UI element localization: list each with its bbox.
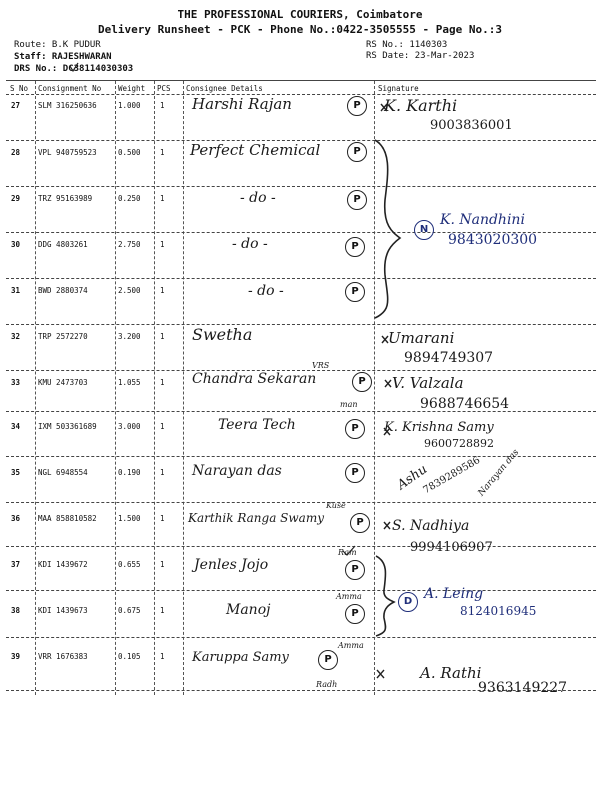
col-header-consignee: Consignee Details	[186, 84, 263, 93]
col-header-sno: S No	[10, 84, 29, 93]
row-sno: 34	[11, 422, 21, 431]
row-sno: 29	[11, 194, 21, 203]
handwritten-note: Kuse	[326, 501, 346, 510]
row-sno: 31	[11, 286, 21, 295]
staff-label: Staff: RAJESHWARAN	[14, 52, 112, 62]
row-consignee: Manoj	[226, 602, 271, 618]
row-phone: 7839289586	[421, 454, 483, 497]
row-consignment: KDI 1439673	[38, 606, 88, 615]
row-pcs: 1	[160, 332, 165, 341]
col-header-consignment: Consignment No	[38, 84, 102, 93]
row-consignment: VRR 1676383	[38, 652, 88, 661]
delivered-stamp: P	[345, 604, 365, 624]
row-weight: 3.200	[118, 332, 141, 341]
route-label: Route: B.K PUDUR	[14, 40, 101, 50]
row-signature: K. Krishna Samy	[384, 420, 494, 435]
row-signature: K. Nandhini	[440, 212, 525, 228]
row-consignee: - do -	[240, 190, 276, 206]
row-consignee: Jenles Jojo	[194, 557, 269, 573]
delivered-stamp: P	[345, 237, 365, 257]
row-phone: 9843020300	[448, 232, 538, 248]
handwritten-note: Narayan das	[476, 447, 522, 499]
row-consignee: Chandra Sekaran	[192, 371, 317, 387]
delivered-stamp: P	[345, 282, 365, 302]
row-consignment: IXM 503361689	[38, 422, 97, 431]
receiver-stamp: D	[398, 592, 418, 612]
rs-date: RS Date: 23-Mar-2023	[366, 51, 475, 61]
row-consignee: Karuppa Samy	[192, 650, 289, 665]
col-header-signature: Signature	[378, 84, 419, 93]
row-consignee: Teera Tech	[218, 417, 296, 433]
row-weight: 1.500	[118, 514, 141, 523]
row-weight: 0.190	[118, 468, 141, 477]
receiver-stamp: N	[414, 220, 434, 240]
row-weight: 2.500	[118, 286, 141, 295]
row-sno: 37	[11, 560, 21, 569]
rs-number: RS No.: 1140303	[366, 40, 448, 50]
row-pcs: 1	[160, 240, 165, 249]
delivered-stamp: P	[347, 190, 367, 210]
delivered-stamp: P	[345, 463, 365, 483]
row-pcs: 1	[160, 378, 165, 387]
row-phone: 9003836001	[430, 118, 513, 133]
row-pcs: 1	[160, 194, 165, 203]
drs-number: DRS No.: DC38114030303	[14, 64, 134, 74]
row-consignee: - do -	[232, 236, 268, 252]
row-consignment: KDI 1439672	[38, 560, 88, 569]
row-signature: S. Nadhiya	[392, 518, 470, 534]
row-weight: 1.000	[118, 101, 141, 110]
handwritten-note: Amma	[336, 592, 362, 601]
row-pcs: 1	[160, 468, 165, 477]
row-weight: 0.655	[118, 560, 141, 569]
row-pcs: 1	[160, 101, 165, 110]
delivered-stamp: P	[347, 96, 367, 116]
delivered-stamp: P	[352, 372, 372, 392]
row-signature: Ashu	[394, 461, 431, 494]
row-sno: 32	[11, 332, 21, 341]
row-consignee: Harshi Rajan	[192, 95, 292, 113]
row-sno: 28	[11, 148, 21, 157]
delivered-stamp: P	[318, 650, 338, 670]
row-weight: 3.000	[118, 422, 141, 431]
row-consignee: - do -	[248, 283, 284, 299]
delivered-stamp: P	[350, 513, 370, 533]
delivered-stamp: P	[345, 560, 365, 580]
row-signature: Umarani	[388, 329, 455, 347]
document-subtitle: Delivery Runsheet - PCK - Phone No.:0422-3505555 - Page No.:3	[98, 23, 502, 36]
row-pcs: 1	[160, 514, 165, 523]
handwritten-note: VRS	[312, 361, 330, 370]
row-signature: A. Leing	[424, 586, 484, 602]
row-pcs: 1	[160, 652, 165, 661]
row-consignee: Karthik Ranga Swamy	[188, 511, 324, 525]
row-consignment: MAA 858810582	[38, 514, 97, 523]
row-signature: A. Rathi	[420, 664, 482, 682]
row-pcs: 1	[160, 560, 165, 569]
row-consignee: Narayan das	[192, 463, 282, 479]
row-weight: 0.500	[118, 148, 141, 157]
row-weight: 0.675	[118, 606, 141, 615]
row-consignment: TRZ 95163989	[38, 194, 93, 203]
row-weight: 0.105	[118, 652, 141, 661]
handwritten-note: Ram	[338, 548, 357, 557]
row-consignment: BWD 2880374	[38, 286, 88, 295]
row-phone: 9600728892	[424, 437, 494, 450]
row-consignment: VPL 940759523	[38, 148, 97, 157]
handwritten-note: Amma	[338, 641, 364, 650]
document-title: THE PROFESSIONAL COURIERS, Coimbatore	[177, 8, 423, 21]
delivered-stamp: P	[345, 419, 365, 439]
row-consignment: NGL 6948554	[38, 468, 88, 477]
row-sno: 27	[11, 101, 21, 110]
row-pcs: 1	[160, 286, 165, 295]
delivered-stamp: P	[347, 142, 367, 162]
handwritten-note: Radh	[316, 680, 338, 689]
handwritten-note: man	[340, 400, 358, 409]
row-weight: 0.250	[118, 194, 141, 203]
row-phone: 9894749307	[404, 350, 494, 366]
row-sno: 35	[11, 468, 21, 477]
row-sno: 36	[11, 514, 21, 523]
row-pcs: 1	[160, 148, 165, 157]
row-consignment: KMU 2473703	[38, 378, 88, 387]
row-consignment: TRP 2572270	[38, 332, 88, 341]
row-consignment: DDG 4803261	[38, 240, 88, 249]
col-header-pcs: PCS	[157, 84, 171, 93]
row-sno: 30	[11, 240, 21, 249]
row-pcs: 1	[160, 606, 165, 615]
row-consignee: Perfect Chemical	[190, 141, 321, 159]
col-header-weight: Weight	[118, 84, 146, 93]
row-weight: 1.055	[118, 378, 141, 387]
row-weight: 2.750	[118, 240, 141, 249]
row-phone: 9363149227	[478, 680, 568, 696]
row-sno: 39	[11, 652, 21, 661]
row-consignment: SLM 316250636	[38, 101, 97, 110]
row-consignee: Swetha	[192, 325, 253, 344]
row-phone: 9994106907	[410, 540, 493, 555]
row-phone: 8124016945	[460, 604, 537, 618]
row-pcs: 1	[160, 422, 165, 431]
row-sno: 33	[11, 378, 21, 387]
row-signature: V. Valzala	[392, 374, 464, 392]
row-signature: K. Karthi	[384, 96, 458, 115]
row-sno: 38	[11, 606, 21, 615]
row-phone: 9688746654	[420, 396, 510, 412]
